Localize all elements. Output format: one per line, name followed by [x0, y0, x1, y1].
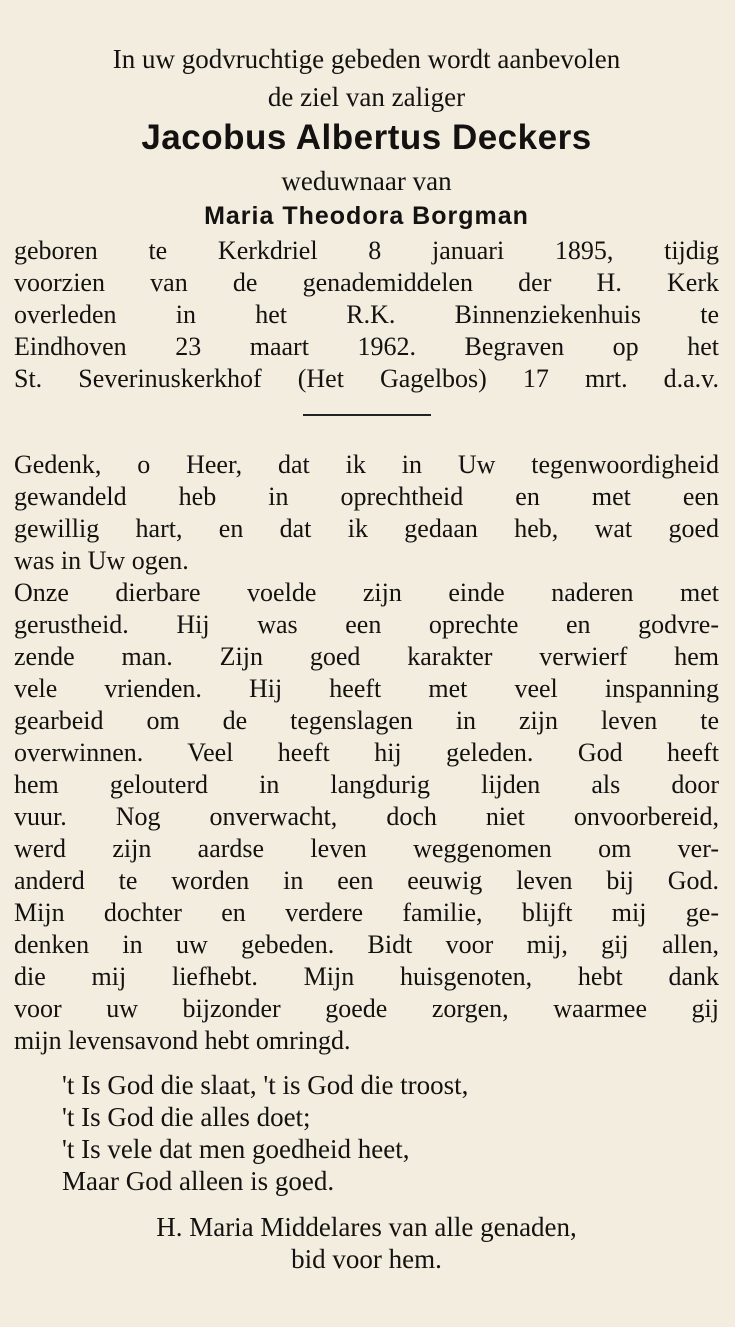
prayer-line: Gedenk, o Heer, dat ik in Uw tegenwoordigheid	[14, 450, 719, 479]
eulogy-line: anderd te worden in een eeuwig leven bij God.	[14, 866, 719, 895]
spouse-name: Maria Theodora Borgman	[204, 202, 529, 230]
eulogy-line: zende man. Zijn goed karakter verwierf hem	[14, 642, 719, 671]
prayer	[14, 449, 719, 577]
eulogy-line: voor uw bijzonder goede zorgen, waarmee gij	[14, 994, 719, 1023]
prayer-line: gewandeld heb in oprechtheid en met een	[14, 482, 719, 511]
eulogy-line: mijn levensavond hebt omringd.	[14, 1026, 351, 1055]
bio-line: voorzien van de genademiddelen der H. Kerk	[14, 268, 719, 297]
eulogy-line: hem gelouterd in langdurig lijden als door	[14, 770, 719, 799]
deceased-name: Jacobus Albertus Deckers	[141, 118, 592, 157]
eulogy-line: gearbeid om de tegenslagen in zijn leven te	[14, 706, 719, 735]
biography	[14, 235, 719, 395]
eulogy-line: werd zijn aardse leven weggenomen om ver-	[14, 834, 719, 863]
bio-line: Eindhoven 23 maart 1962. Begraven op het	[14, 332, 719, 361]
prayer-line: was in Uw ogen.	[14, 546, 189, 575]
poem-line: 't Is God die alles doet;	[62, 1102, 311, 1132]
poem-line: 't Is God die slaat, 't is God die troost,	[62, 1070, 469, 1100]
intro-line-2: de ziel van zaliger	[267, 82, 466, 112]
eulogy	[14, 577, 719, 1057]
poem	[62, 1069, 719, 1197]
poem-line: 't Is vele dat men goedheid heet,	[62, 1134, 410, 1164]
prayer-line: gewillig hart, en dat ik gedaan heb, wat goed	[14, 514, 719, 543]
eulogy-line: Onze dierbare voelde zijn einde naderen met	[14, 578, 719, 607]
eulogy-line: denken in uw gebeden. Bidt voor mij, gij allen,	[14, 930, 719, 959]
eulogy-line: vuur. Nog onverwacht, doch niet onvoorbereid,	[14, 802, 719, 831]
closing-invocation	[14, 1211, 719, 1275]
eulogy-line: overwinnen. Veel heeft hij geleden. God heeft	[14, 738, 719, 767]
eulogy-line: Mijn dochter en verdere familie, blijft mij ge-	[14, 898, 719, 927]
eulogy-line: gerustheid. Hij was een oprechte en godvre-	[14, 610, 719, 639]
poem-line: Maar God alleen is goed.	[62, 1166, 335, 1196]
bio-line: geboren te Kerkdriel 8 januari 1895, tijdig	[14, 236, 719, 265]
eulogy-line: die mij liefhebt. Mijn huisgenoten, hebt dank	[14, 962, 719, 991]
widower-of-label: weduwnaar van	[281, 166, 452, 196]
closing-line-1: H. Maria Middelares van alle genaden,	[156, 1212, 577, 1242]
closing-line-2: bid voor hem.	[291, 1244, 442, 1274]
bio-line: St. Severinuskerkhof (Het Gagelbos) 17 mrt. d.a.v.	[14, 364, 719, 393]
eulogy-line: vele vrienden. Hij heeft met veel inspanning	[14, 674, 719, 703]
divider	[303, 414, 431, 416]
intro-line: In uw godvruchtige gebeden wordt aanbevolen	[112, 44, 621, 74]
bio-line: overleden in het R.K. Binnenziekenhuis te	[14, 300, 719, 329]
